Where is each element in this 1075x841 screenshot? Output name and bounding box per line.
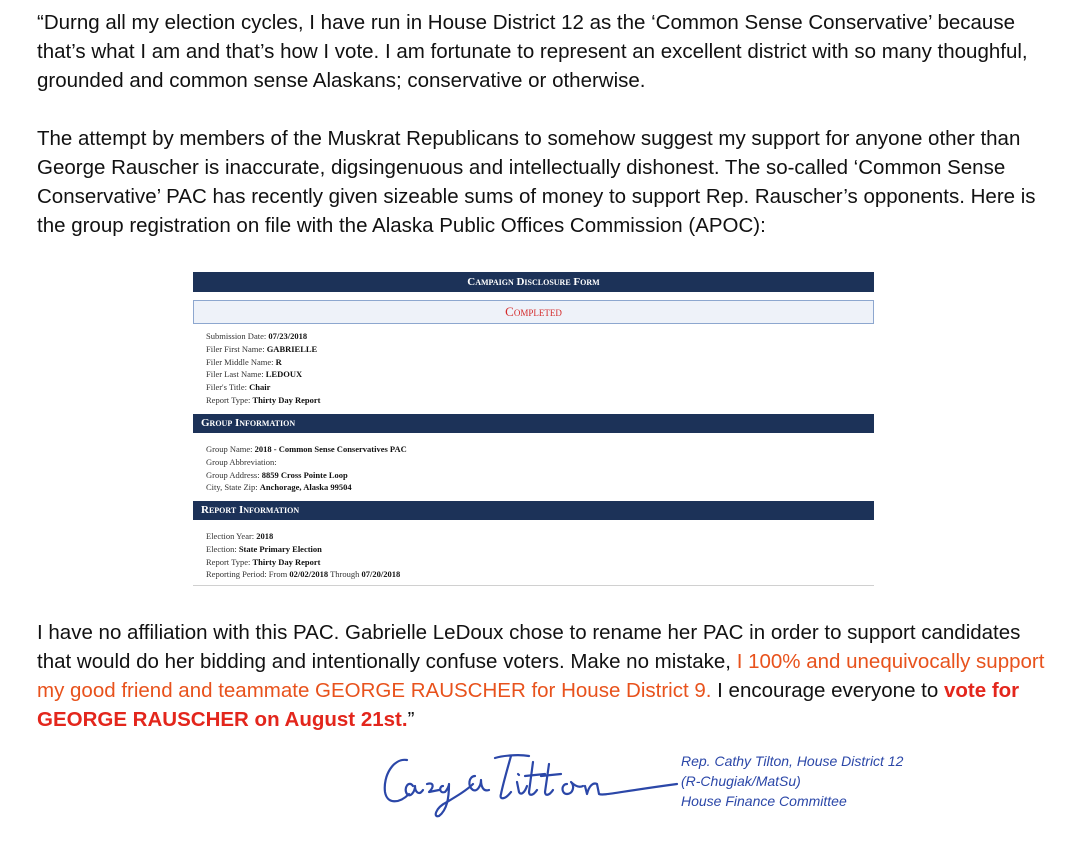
form-divider	[193, 585, 874, 586]
group-city-row	[206, 481, 407, 494]
field-value: 07/23/2018	[268, 331, 308, 341]
closing-text: I have no affiliation with this PAC. Gabrielle LeDoux chose to rename her PAC in order to support candidates that would do her bidding and intentionally confuse voters. Make no mistake,	[37, 621, 1021, 673]
field-label: Election:	[206, 543, 237, 554]
closing-quote: ”	[407, 708, 415, 731]
group-name-row	[206, 443, 407, 456]
field-value: 2018 - Common Sense Conservatives PAC	[254, 444, 407, 454]
filer-title-row	[206, 381, 320, 394]
field-label: Filer's Title:	[206, 382, 247, 393]
election-row	[206, 543, 400, 556]
field-value: 07/20/2018	[361, 569, 401, 580]
report-fields	[206, 530, 400, 581]
field-label: Report Type:	[206, 556, 251, 567]
campaign-disclosure-form	[193, 272, 874, 586]
reporting-period-row	[206, 568, 400, 581]
report-information-header: Report Information	[193, 501, 874, 520]
field-label: Group Name:	[206, 444, 253, 454]
field-label: Submission Date:	[206, 331, 267, 341]
report-type-row	[206, 556, 400, 569]
signature-block	[681, 751, 903, 811]
field-label: Election Year:	[206, 531, 255, 541]
last-name-row	[206, 368, 320, 381]
field-label: Group Abbreviation:	[206, 456, 277, 467]
field-value: Anchorage, Alaska 99504	[259, 482, 352, 493]
intro-paragraph: “Durng all my election cycles, I have run in House District 12 as the ‘Common Sense Conservative’ because that’s what I am and that’s how I vote. I am fortunate to represent an excellent district with so many thoughful, grounded and common sense Alaskans; conservative or otherwise.	[37, 11, 1028, 92]
first-name-row	[206, 343, 320, 356]
field-label: Filer Last Name:	[206, 369, 264, 380]
group-information-header: Group Information	[193, 414, 874, 433]
field-value: Thirty Day Report	[252, 556, 321, 567]
report-type-row	[206, 394, 320, 407]
submission-date-row	[206, 330, 320, 343]
form-status: Completed	[505, 304, 562, 319]
field-label: Group Address:	[206, 469, 260, 480]
field-value: 02/02/2018	[289, 569, 329, 580]
field-value: Chair	[249, 382, 271, 393]
field-value: 2018	[256, 531, 274, 541]
vote-callout: vote for GEORGE RAUSCHER on August 21st.	[37, 679, 1020, 731]
field-label: Reporting Period: From	[206, 569, 288, 580]
signature-committee: House Finance Committee	[681, 793, 847, 809]
field-value: R	[275, 356, 282, 367]
handwritten-signature	[377, 746, 682, 818]
field-value: GABRIELLE	[266, 343, 318, 354]
election-year-row	[206, 530, 400, 543]
field-value: LEDOUX	[265, 369, 303, 380]
signature-party: (R-Chugiak/MatSu)	[681, 773, 801, 789]
group-abbreviation-row	[206, 456, 407, 469]
field-label: Through	[330, 569, 360, 580]
field-label: City, State Zip:	[206, 482, 258, 493]
group-fields	[206, 443, 407, 494]
field-label: Filer First Name:	[206, 343, 265, 354]
field-label: Filer Middle Name:	[206, 356, 274, 367]
apoc-paragraph: The attempt by members of the Muskrat Republicans to somehow suggest my support for anyone other than George Rauscher is inaccurate, digsingenuous and intellectually dishonest. The so-called ‘Common Sense Conservative’ PAC has recently given sizeable sums of money to support Rep. Rauscher’s opponents. Here is the group registration on file with the Alaska Public Offices Commission (APOC):	[37, 127, 1036, 237]
support-statement: I 100% and unequivocally support my good friend and teammate GEORGE RAUSCHER for House District 9.	[37, 650, 1045, 702]
field-value: 8859 Cross Pointe Loop	[261, 469, 348, 480]
field-label: Report Type:	[206, 394, 251, 405]
filer-fields	[206, 330, 320, 407]
field-value: Thirty Day Report	[252, 394, 321, 405]
form-title: Campaign Disclosure Form	[193, 272, 874, 292]
middle-name-row	[206, 356, 320, 369]
group-address-row	[206, 469, 407, 482]
closing-text-2: I encourage everyone to	[711, 679, 944, 702]
field-value: State Primary Election	[238, 543, 322, 554]
signature-name: Rep. Cathy Tilton, House District 12	[681, 753, 904, 769]
closing-paragraph	[37, 618, 1052, 734]
form-status-box	[193, 300, 874, 324]
